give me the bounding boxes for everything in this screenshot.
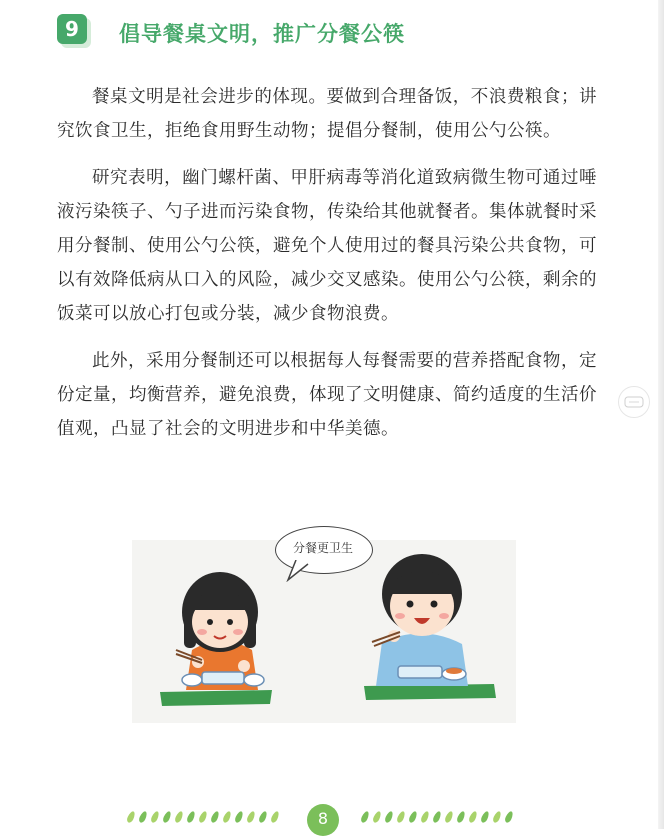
article-body bbox=[57, 80, 597, 459]
speech-bubble-tail-icon bbox=[286, 560, 316, 582]
speech-bubble-text: 分餐更卫生 bbox=[292, 541, 353, 555]
section-header bbox=[57, 14, 617, 54]
paragraph-2: 研究表明，幽门螺杆菌、甲肝病毒等消化道致病微生物可通过唾液污染筷子、勺子进而污染食物，传染给其他就餐者。集体就餐时采用分餐制、使用公勺公筷，避免个人使用过的餐具污染公共食物，可以有效降低病从口入的风险，减少交叉感染。使用公勺公筷，剩余的饭菜可以放心打包或分装，减少食物浪费。 bbox=[57, 168, 597, 324]
page-edge bbox=[658, 0, 664, 829]
paragraph-1: 餐桌文明是社会进步的体现。要做到合理备饭，不浪费粮食；讲究饮食卫生，拒绝食用野生动物；提倡分餐制，使用公勺公筷。 bbox=[57, 87, 597, 141]
left-table-icon bbox=[160, 690, 272, 706]
section-number-badge: 9 bbox=[57, 14, 87, 44]
section-title: 倡导餐桌文明，推广分餐公筷 bbox=[119, 22, 405, 46]
side-stamp-icon bbox=[618, 386, 650, 418]
paragraph-3: 此外，采用分餐制还可以根据每人每餐需要的营养搭配食物，定份定量，均衡营养，避免浪费，体现了文明健康、简约适度的生活价值观，凸显了社会的文明进步和中华美德。 bbox=[57, 351, 597, 439]
girl-dishes-icon bbox=[182, 672, 264, 686]
right-table-icon bbox=[364, 684, 496, 700]
boy-dishes-icon bbox=[398, 666, 466, 680]
page-number: 8 bbox=[307, 804, 339, 836]
